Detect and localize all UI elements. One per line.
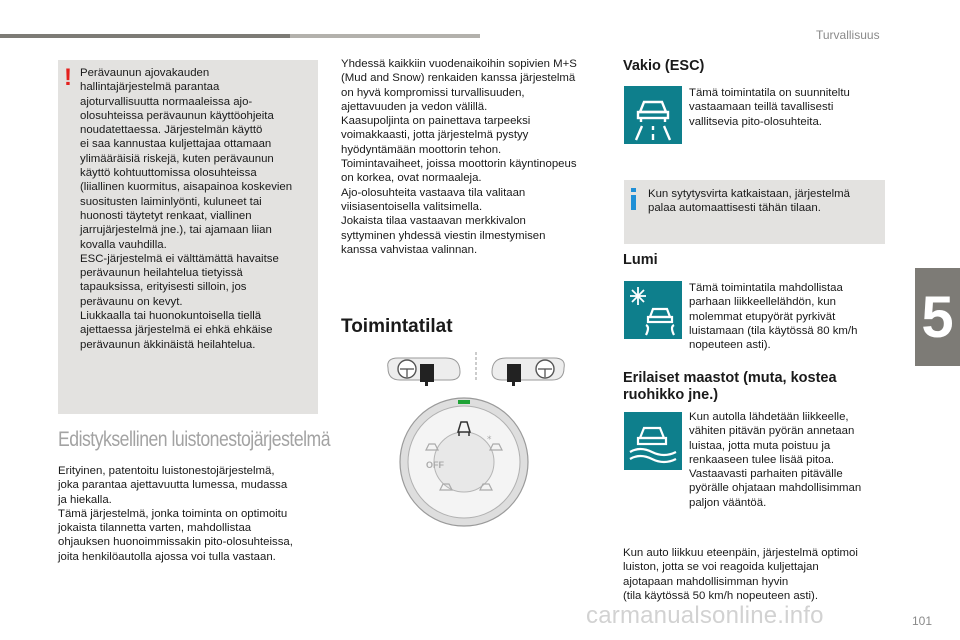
- standard-mode-text: Tämä toimintatila on suunniteltu vastaamaan teillä tavallisesti vallitsevia pito-olosuhteita.: [689, 87, 850, 128]
- info-box: [624, 180, 885, 244]
- snow-mode-text: Tämä toimintatila mahdollistaa parhaan liikkeellelähdön, kun molemmat etupyörät pyrkivät luistamaan (tila käytössä 80 km/h nopeuteen asti).: [689, 282, 858, 352]
- svg-text:*: *: [487, 435, 492, 445]
- terrain-mode-text: Kun autolla lähdetään liikkeelle, vähiten pitävän pyörän annetaan luistaa, jotta muta poistuu ja renkaaseen tulee lisää pitoa. Vastaavasti parhaiten pitävälle pyörälle ohjataan mahdollisimman paljon vääntöä.: [689, 411, 862, 509]
- mode-dial: [400, 398, 528, 526]
- chapter-tab: [915, 268, 960, 366]
- right-switch-panel: [492, 358, 564, 386]
- warning-box: [58, 60, 318, 414]
- dial-off-label: OFF: [426, 460, 444, 470]
- advanced-traction-text: Erityinen, patentoitu luistonestojärjestelmä, joka parantaa ajettavuutta lumessa, mudassa ja hiekalla. Tämä järjestelmä, jonka toiminta on optimoitu jokaista tilannetta varten, mahdollistaa ohjauksen huonoimmissakin pito-olosuhteissa, joita henkilöautolla ajossa voi tulla vastaan.: [58, 465, 293, 563]
- watermark: carmanualsonline.info: [586, 602, 824, 629]
- chapter-number: 5: [921, 284, 954, 350]
- mode-selector-illustration: [376, 350, 576, 530]
- terrain-mode-note: Kun auto liikkuu eteenpäin, järjestelmä optimoi luiston, jotta se voi reagoida kuljettajan ajotapaan mahdollisimman hyvin (tila käytössä 50 km/h nopeuteen asti).: [623, 547, 858, 602]
- standard-mode-heading: Vakio (ESC): [623, 58, 705, 74]
- terrain-mode-heading: Erilaiset maastot (muta, kostea ruohikko jne.): [623, 370, 837, 403]
- header-bar-accent: [0, 34, 290, 38]
- left-switch-panel: [388, 358, 460, 386]
- car-lane-icon: [624, 86, 682, 144]
- operating-modes-heading: Toimintatilat: [341, 316, 453, 337]
- mud-mode-icon: [624, 412, 682, 470]
- advanced-traction-heading: Edistyksellinen luistonestojärjestelmä: [58, 428, 331, 451]
- info-text: Kun sytytysvirta katkaistaan, järjestelmä palaa automaattisesti tähän tilaan.: [648, 188, 850, 215]
- page-number: 101: [912, 614, 933, 628]
- warning-icon: !: [64, 64, 72, 91]
- warning-text: Perävaunun ajovakauden hallintajärjestelmä parantaa ajoturvallisuutta normaaleissa ajo- olosuhteissa perävaunun käyttöohjeita noudatettaessa. Järjestelmän käyttö ei saa kannustaa kuljettajaa ottamaan ylimääräisiä riskejä, kuten perävaunun käyttö kohtuuttomissa olosuhteissa (liiallinen kuormitus, aisapainoa koskevien suositusten laiminlyönti, kuluneet tai huonosti täytetyt renkaat, viallinen jarrujärjestelmä jne.), tai ajamaan liian kovalla vauhdilla. ESC-järjestelmä ei välttämättä havaitse perävaunun heilahtelua tietyissä tapauksissa, erityisesti silloin, jos perävaunu on kevyt. Liukkaalla tai huonokuntoisella tiellä ajettaessa järjestelmä ei ehkä ehkäise perävaunun äkkinäistä heilahtelua.: [80, 67, 293, 351]
- snow-mode-icon: [624, 281, 682, 339]
- snow-mode-heading: Lumi: [623, 252, 658, 268]
- section-title: Turvallisuus: [816, 28, 880, 42]
- info-icon: [631, 188, 636, 210]
- middle-text: Yhdessä kaikkiin vuodenaikoihin sopivien M+S (Mud and Snow) renkaiden kanssa järjestelmä on hyvä kompromissi turvallisuuden, ajettavuuden ja vedon välillä. Kaasupoljinta on painettava tarpeeksi voimakkaasti, jotta järjestelmä pystyy hyödyntämään moottorin tehon. Toimintavaiheet, joissa moottorin käyntinopeus on korkea, ovat normaaleja. Ajo-olosuhteita vastaava tila valitaan viisiasentoisella valitsimella. Jokaista tilaa vastaavan merkkivalon syttyminen yhdessä viestin ilmestymisen kanssa vahvistaa valinnan.: [341, 58, 577, 256]
